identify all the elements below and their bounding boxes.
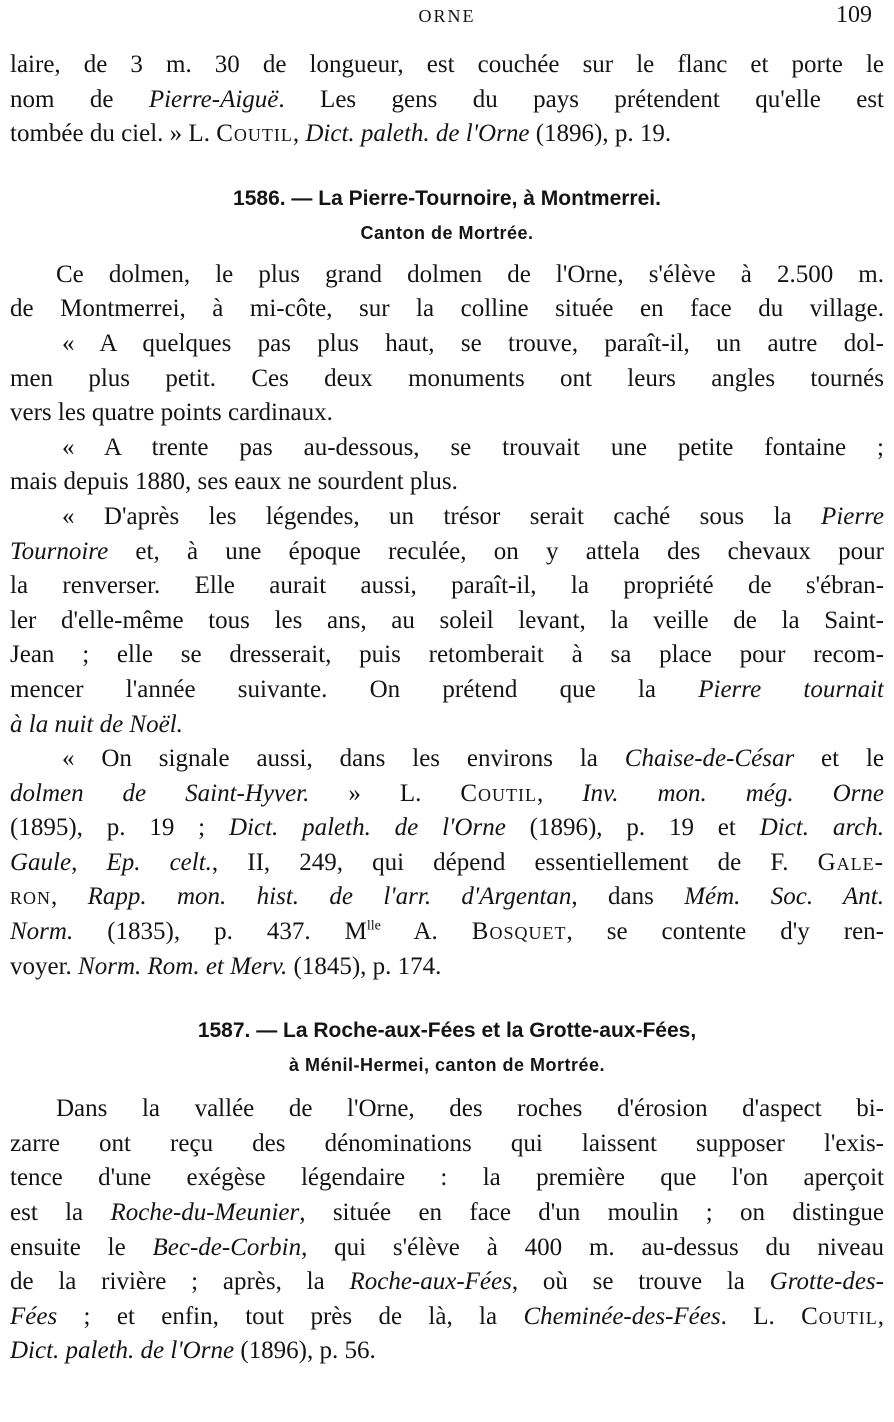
text-line: ler d'elle-même tous les ans, au soleil levant, la veille de la Saint- (10, 606, 884, 634)
text-line: vers les quatre points cardinaux. (10, 399, 333, 427)
text-line: mais depuis 1880, ses eaux ne sourdent plus. (10, 468, 458, 496)
text-line: « On signale aussi, dans les environs la Chaise-de-César et le (62, 745, 884, 773)
entry-subtitle: à Ménil-Hermei, canton de Mortrée. (288, 1055, 606, 1076)
text-line: (1895), p. 19 ; Dict. paleth. de l'Orne (1896), p. 19 et Dict. arch. (10, 814, 884, 842)
entry-title: 1587. — La Roche-aux-Fées et la Grotte-aux-Fées, (197, 1019, 697, 1043)
text-line: Ce dolmen, le plus grand dolmen de l'Orne, s'élève à 2.500 m. (56, 260, 884, 288)
text-line: « D'après les légendes, un trésor serait caché sous la Pierre (62, 502, 884, 530)
text-line: de Montmerrei, à mi-côte, sur la colline située en face du village. (10, 295, 884, 323)
text-line: Fées ; et enfin, tout près de là, la Cheminée-des-Fées. L. Coutil, (10, 1302, 884, 1330)
text-line: Gaule, Ep. celt., II, 249, qui dépend essentiellement de F. Gale- (10, 848, 884, 876)
text-line: tombée du ciel. » L. Coutil, Dict. paleth. de l'Orne (1896), p. 19. (10, 120, 672, 148)
text-line: Jean ; elle se dresserait, puis retomberait à sa place pour recom- (10, 641, 884, 669)
page-header (0, 0, 894, 40)
entry-1587 (10, 1014, 884, 1369)
text-line: est la Roche-du-Meunier, située en face d'un moulin ; on distingue (10, 1199, 884, 1227)
entry-title: 1586. — La Pierre-Tournoire, à Montmerrei. (233, 186, 661, 210)
running-title: ORNE (418, 6, 476, 26)
text-line: Tournoire et, à une époque reculée, on y attela des chevaux pour (10, 537, 884, 565)
text-line: voyer. Norm. Rom. et Merv. (1845), p. 174. (10, 952, 442, 980)
text-line: de la rivière ; après, la Roche-aux-Fées, où se trouve la Grotte-des- (10, 1268, 884, 1296)
text-line: Dans la vallée de l'Orne, des roches d'érosion d'aspect bi- (56, 1095, 884, 1123)
text-line: dolmen de Saint-Hyver. » L. Coutil, Inv. mon. még. Orne (10, 779, 884, 807)
text-line: Dict. paleth. de l'Orne (1896), p. 56. (10, 1337, 376, 1365)
text-line: Norm. (1835), p. 437. $M^{lle}$ A. Bosquet, se contente d'y ren- (10, 918, 884, 946)
text-line: ron, Rapp. mon. hist. de l'arr. d'Argentan, dans Mém. Soc. Ant. (10, 883, 884, 911)
entry-subtitle: Canton de Mortrée. (360, 222, 534, 243)
page-number: 109 (836, 2, 872, 28)
text-line: à la nuit de Noël. (10, 710, 183, 738)
text-line: « A quelques pas plus haut, se trouve, paraît-il, un autre dol- (62, 329, 884, 357)
text-line: men plus petit. Ces deux monuments ont leurs angles tournés (10, 364, 884, 392)
text-line: ensuite le Bec-de-Corbin, qui s'élève à 400 m. au-dessus du niveau (10, 1233, 884, 1261)
text-line: nom de Pierre-Aiguë. Les gens du pays prétendent qu'elle est (10, 85, 884, 113)
entry-1586 (10, 182, 884, 984)
text-line: mencer l'année suivante. On prétend que la Pierre tournait (10, 675, 884, 703)
text-line: tence d'une exégèse légendaire : la première que l'on aperçoit (10, 1164, 884, 1192)
text-line: « A trente pas au-dessous, se trouvait une petite fontaine ; (62, 433, 884, 461)
text-line: zarre ont reçu des dénominations qui laissent supposer l'exis- (10, 1129, 884, 1157)
text-line: la renverser. Elle aurait aussi, paraît-il, la propriété de s'ébran- (10, 572, 884, 600)
page-body (10, 48, 884, 1369)
text-line: laire, de 3 m. 30 de longueur, est couchée sur le flanc et porte le (10, 51, 884, 78)
continuation-paragraph (10, 48, 884, 152)
